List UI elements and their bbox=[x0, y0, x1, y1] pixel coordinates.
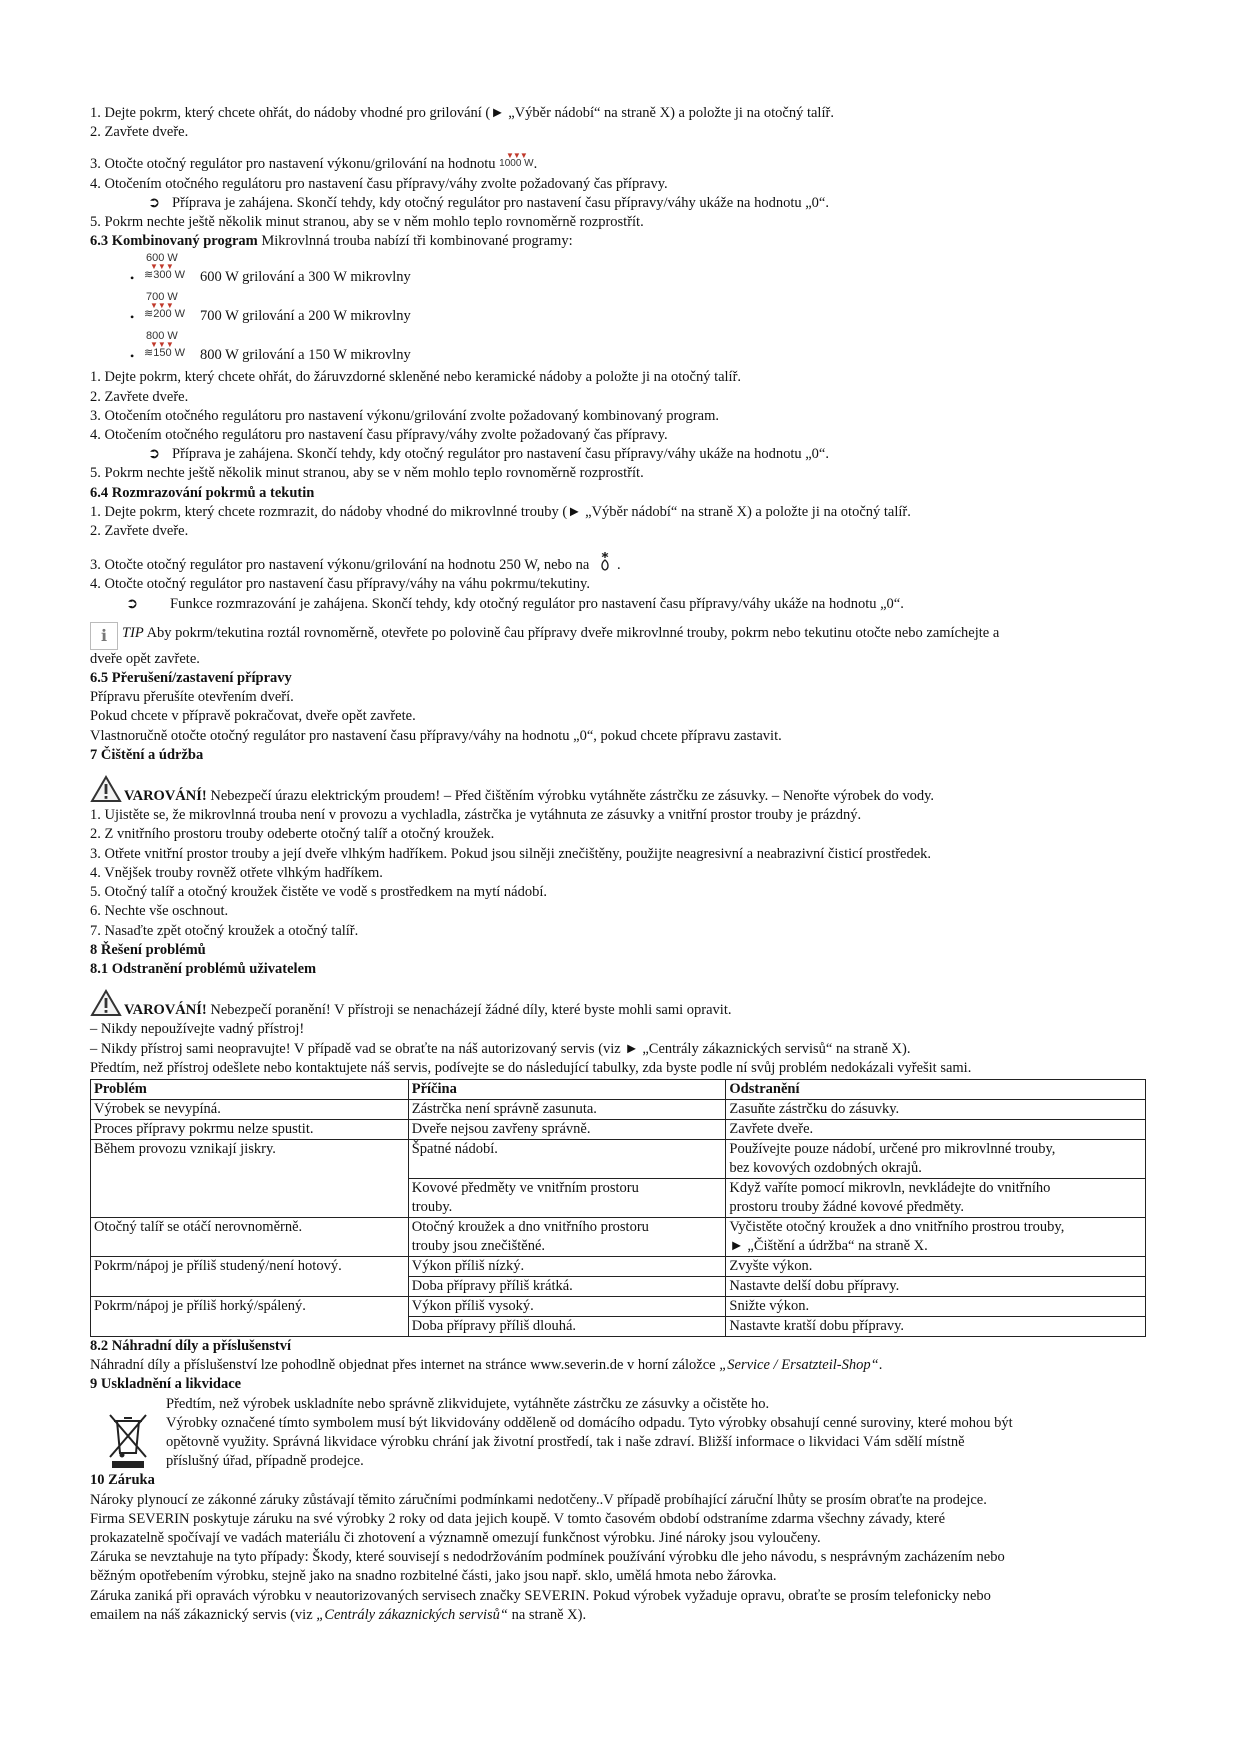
section-heading: 10 Záruka bbox=[90, 1472, 155, 1489]
table-cell: Otočný kroužek a dno vnitřního prostoru trouby jsou znečištěné. bbox=[408, 1217, 726, 1256]
grill-symbol: ▼▼▼ bbox=[150, 262, 174, 272]
paragraph: Záruka zaniká při opravách výrobku v neautorizovaných servisech značky SEVERIN. Pokud výrobek vyžaduje opravu, obraťte se prosím telefonicky nebo bbox=[90, 1587, 991, 1604]
table-cell: Dveře nejsou zavřeny správně. bbox=[408, 1119, 726, 1139]
crossed-out-wheelie-bin-icon bbox=[108, 1413, 148, 1469]
list-item: 5. Otočný talíř a otočný kroužek čistěte ve vodě s prostředkem na mytí nádobí. bbox=[90, 884, 548, 901]
list-item bbox=[90, 329, 1152, 368]
table-cell: Zástrčka není správně zasunuta. bbox=[408, 1099, 726, 1119]
paragraph: Pokud chcete v přípravě pokračovat, dveře opět zavřete. bbox=[90, 708, 416, 725]
result-arrow-icon: ➲ bbox=[148, 446, 161, 463]
paragraph: – Nikdy přístroj sami neopravujte! V případě vad se obraťte na náš autorizovaný servis (viz ► „Centrály zákaznických servisů“ na straně X). bbox=[90, 1040, 911, 1057]
grill-symbol: ▼▼▼ bbox=[150, 340, 174, 350]
section-intro: Mikrovlnná trouba nabízí tři kombinované programy: bbox=[257, 233, 573, 250]
paragraph bbox=[90, 152, 1152, 174]
micro-power: ≋300 W bbox=[144, 269, 186, 282]
list-item bbox=[90, 251, 1152, 290]
combination-program-icon bbox=[144, 253, 200, 281]
paragraph: emailem na náš zákaznický servis (viz „Centrály zákaznických servisů“ na straně X). bbox=[90, 1606, 587, 1623]
tip-line bbox=[90, 622, 1152, 650]
bullet: • bbox=[130, 310, 135, 325]
shop-link-text: „Service / Ersatzteil-Shop“ bbox=[719, 1357, 879, 1374]
table-cell: Když vaříte pomocí mikrovln, nevkládejte do vnitřního prostoru trouby žádné kovové předměty. bbox=[726, 1178, 1146, 1217]
table-cell: Výkon příliš nízký. bbox=[408, 1256, 726, 1276]
list-item: 2. Z vnitřního prostoru trouby odeberte otočný talíř a otočný kroužek. bbox=[90, 826, 495, 843]
table-cell: Nastavte kratší dobu přípravy. bbox=[726, 1316, 1146, 1336]
troubleshooting-table bbox=[90, 1079, 1146, 1337]
paragraph: 4. Otočením otočného regulátoru pro nastavení času přípravy/váhy zvolte požadovaný čas přípravy. bbox=[90, 427, 668, 444]
table-row bbox=[91, 1139, 1146, 1178]
paragraph: 3. Otočením otočného regulátoru pro nastavení výkonu/grilování zvolte požadovaný kombinovaný program. bbox=[90, 407, 719, 424]
subsection-heading: 8.1 Odstranění problémů uživatelem bbox=[90, 960, 317, 977]
paragraph: 5. Pokrm nechte ještě několik minut stranou, aby se v něm mohlo teplo rovnoměrně rozprostřít. bbox=[90, 214, 644, 231]
column-header: Odstranění bbox=[726, 1079, 1146, 1099]
program-text: 700 W grilování a 200 W mikrovlny bbox=[200, 308, 411, 325]
warning-line bbox=[90, 989, 1152, 1020]
paragraph: běžným opotřebením výrobku, stejně jako na snadno rozbitelné části, jako jsou např. sklo, umělá hmota nebo žárovka. bbox=[90, 1568, 777, 1585]
table-row bbox=[91, 1119, 1146, 1139]
disposal-block bbox=[90, 1395, 1152, 1472]
column-header: Problém bbox=[91, 1079, 409, 1099]
subsection-heading: 8.2 Náhradní díly a příslušenství bbox=[90, 1337, 292, 1354]
table-cell: Pokrm/nápoj je příliš horký/spálený. bbox=[91, 1296, 409, 1336]
grill-symbol: ▼▼▼ bbox=[150, 301, 174, 311]
grill-power: 800 W bbox=[146, 330, 178, 343]
paragraph: Firma SEVERIN poskytuje záruku na své výrobky 2 roky od data jejich koupě. V tomto časovém období odstraníme zdarma všechny závady, které bbox=[90, 1510, 946, 1527]
paragraph: – Nikdy nepoužívejte vadný přístroj! bbox=[90, 1021, 305, 1038]
table-cell: Pokrm/nápoj je příliš studený/není hotový. bbox=[91, 1256, 409, 1296]
info-icon: ℹ bbox=[90, 622, 118, 650]
punct: . bbox=[533, 156, 538, 173]
result-arrow-icon: ➲ bbox=[126, 595, 139, 612]
paragraph: Náhradní díly a příslušenství lze pohodlně objednat přes internet na stránce www.severin.de v horní záložce „Service / Ersatzteil-Shop“. bbox=[90, 1357, 883, 1374]
paragraph: 1. Dejte pokrm, který chcete ohřát, do nádoby vhodné pro grilování (► „Výběr nádobí“ na straně X) a položte ji na otočný talíř. bbox=[90, 105, 834, 121]
warning-line bbox=[90, 775, 1152, 806]
table-cell: Zavřete dveře. bbox=[726, 1119, 1146, 1139]
paragraph: Nároky plynoucí ze zákonné záruky zůstávají těmito záručními podmínkami nedotčeny..V případě probíhající záruční lhůty se prosím obraťte na prodejce. bbox=[90, 1491, 987, 1508]
column-header: Příčina bbox=[408, 1079, 726, 1099]
step-text: 3. Otočte otočný regulátor pro nastavení výkonu/grilování na hodnotu 250 W, nebo na bbox=[90, 557, 590, 574]
paragraph: prokazatelně spočívají ve vadách materiálu či zhotovení a významně omezují funkčnost výrobku. Jiné nároky jsou vyloučeny. bbox=[90, 1529, 821, 1546]
paragraph bbox=[90, 551, 1152, 575]
table-cell: Otočný talíř se otáčí nerovnoměrně. bbox=[91, 1217, 409, 1256]
table-row bbox=[91, 1256, 1146, 1276]
paragraph: 4. Otočte otočný regulátor pro nastavení času přípravy/váhy na váhu pokrmu/tekutiny. bbox=[90, 576, 590, 593]
paragraph: Přípravu přerušíte otevřením dveří. bbox=[90, 689, 294, 706]
defrost-icon bbox=[597, 551, 613, 571]
paragraph: 2. Zavřete dveře. bbox=[90, 124, 189, 141]
step-text: 3. Otočte otočný regulátor pro nastavení výkonu/grilování na hodnotu bbox=[90, 156, 496, 173]
power-setting-icon: ▼▼▼ bbox=[505, 151, 527, 161]
grill-power: 700 W bbox=[146, 291, 178, 304]
table-cell: Výrobek se nevypíná. bbox=[91, 1099, 409, 1119]
paragraph: Předtím, než přístroj odešlete nebo kontaktujete náš servis, podívejte se do následující tabulky, zda byste podle ní svůj problém nedokázali vyřešit sami. bbox=[90, 1059, 972, 1076]
paragraph: příslušný úřad, případně prodejce. bbox=[166, 1453, 364, 1470]
document-page bbox=[90, 104, 1152, 1625]
result-line bbox=[90, 194, 1152, 213]
result-text: Příprava je zahájena. Skončí tehdy, kdy otočný regulátor pro nastavení času přípravy/váhy ukáže na hodnotu „0“. bbox=[172, 194, 829, 211]
program-text: 800 W grilování a 150 W mikrovlny bbox=[200, 347, 411, 364]
warning-label: VAROVÁNÍ! bbox=[124, 1002, 207, 1019]
section-heading: 6.3 Kombinovaný program bbox=[90, 233, 258, 250]
list-item: 1. Ujistěte se, že mikrovlnná trouba není v provozu a vychladla, zástrčka je vytáhnuta ze zásuvky a vnitřní prostor trouby je prázdný. bbox=[90, 807, 862, 824]
table-row bbox=[91, 1099, 1146, 1119]
section-heading: 8 Řešení problémů bbox=[90, 941, 206, 958]
table-cell: Proces přípravy pokrmu nelze spustit. bbox=[91, 1119, 409, 1139]
list-item: 3. Otřete vnitřní prostor trouby a její dveře vlhkým hadříkem. Pokud jsou silněji znečištěny, použijte neagresivní a neabrazivní čisticí prostředek. bbox=[90, 845, 932, 862]
section-heading: 6.4 Rozmrazování pokrmů a tekutin bbox=[90, 484, 315, 501]
bullet: • bbox=[130, 349, 135, 364]
table-cell: Používejte pouze nádobí, určené pro mikrovlnné trouby, bez kovových ozdobných okrajů. bbox=[726, 1139, 1146, 1178]
warning-label: VAROVÁNÍ! bbox=[124, 788, 207, 805]
section-heading: 7 Čištění a údržba bbox=[90, 746, 204, 763]
power-setting-icon bbox=[499, 152, 533, 169]
list-item: 4. Vnějšek trouby rovněž otřete vlhkým hadříkem. bbox=[90, 864, 383, 881]
bullet: • bbox=[130, 271, 135, 286]
paragraph: 4. Otočením otočného regulátoru pro nastavení času přípravy/váhy zvolte požadovaný čas přípravy. bbox=[90, 175, 668, 192]
table-header-row bbox=[91, 1079, 1146, 1099]
paragraph: 1. Dejte pokrm, který chcete rozmrazit, do nádoby vhodné do mikrovlnné trouby (► „Výběr nádobí“ na straně X) a položte ji na otočný talíř. bbox=[90, 503, 911, 520]
paragraph: opětovně využity. Správná likvidace výrobku chrání jak životní prostředí, tak i naše zdraví. Bližší informace o likvidaci Vám sdělí místně bbox=[166, 1433, 965, 1450]
punct: . bbox=[616, 557, 621, 574]
tip-text: Aby pokrm/tekutina roztál rovnoměrně, otevřete po polovině ĉau přípravy dveře mikrovlnné trouby, pokrm nebo tekutinu otočte nebo zamíchejte a bbox=[143, 624, 1000, 641]
paragraph: 1. Dejte pokrm, který chcete ohřát, do žáruvzdorné skleněné nebo keramické nádoby a položte ji na otočný talíř. bbox=[90, 369, 742, 386]
table-cell: Vyčistěte otočný kroužek a dno vnitřního prostrou trouby, ► „Čištění a údržba“ na straně X. bbox=[726, 1217, 1146, 1256]
section-heading: 9 Uskladnění a likvidace bbox=[90, 1376, 242, 1393]
table-row bbox=[91, 1217, 1146, 1256]
list-item: 7. Nasaďte zpět otočný kroužek a otočný talíř. bbox=[90, 922, 359, 939]
result-text: Příprava je zahájena. Skončí tehdy, kdy otočný regulátor pro nastavení času přípravy/váhy ukáže na hodnotu „0“. bbox=[172, 446, 829, 463]
warning-triangle-icon bbox=[90, 989, 122, 1017]
micro-power: ≋150 W bbox=[144, 347, 186, 360]
paragraph: Předtím, než výrobek uskladníte nebo správně zlikvidujete, vytáhněte zástrčku ze zásuvky a očistěte ho. bbox=[166, 1395, 770, 1412]
table-cell: Špatné nádobí. bbox=[408, 1139, 726, 1178]
table-cell: Zvyšte výkon. bbox=[726, 1256, 1146, 1276]
paragraph: dveře opět zavřete. bbox=[90, 650, 200, 667]
section-heading: 6.5 Přerušení/zastavení přípravy bbox=[90, 670, 292, 687]
warning-text: Nebezpečí poranění! V přístroji se nenacházejí žádné díly, které byste mohli sami opravit. bbox=[206, 1002, 732, 1019]
tip-label: TIP bbox=[122, 624, 144, 641]
table-row bbox=[91, 1296, 1146, 1316]
result-line bbox=[90, 445, 1152, 464]
paragraph: 2. Zavřete dveře. bbox=[90, 523, 189, 540]
combination-program-icon bbox=[144, 292, 200, 320]
paragraph: Výrobky označené tímto symbolem musí být likvidovány odděleně od domácího odpadu. Tyto výrobky obsahují cenné suroviny, které mohou být bbox=[166, 1414, 1013, 1431]
table-cell: Nastavte delší dobu přípravy. bbox=[726, 1276, 1146, 1296]
result-text: Funkce rozmrazování je zahájena. Skončí tehdy, kdy otočný regulátor pro nastavení času přípravy/váhy ukáže na hodnotu „0“. bbox=[170, 595, 904, 612]
table-cell: Výkon příliš vysoký. bbox=[408, 1296, 726, 1316]
table-cell: Zasuňte zástrčku do zásuvky. bbox=[726, 1099, 1146, 1119]
warning-triangle-icon bbox=[90, 775, 122, 803]
result-arrow-icon: ➲ bbox=[148, 194, 161, 211]
grill-power: 600 W bbox=[146, 252, 178, 265]
paragraph: 2. Zavřete dveře. bbox=[90, 388, 189, 405]
list-item bbox=[90, 290, 1152, 329]
paragraph: 5. Pokrm nechte ještě několik minut stranou, aby se v něm mohlo teplo rovnoměrně rozprostřít. bbox=[90, 465, 644, 482]
result-line bbox=[90, 595, 1152, 614]
paragraph: Vlastnoručně otočte otočný regulátor pro nastavení času přípravy/váhy na hodnotu „0“, pokud chcete přípravu zastavit. bbox=[90, 727, 782, 744]
list-item: 6. Nechte vše oschnout. bbox=[90, 903, 229, 920]
section-6-3 bbox=[90, 232, 1152, 251]
combination-program-icon bbox=[144, 331, 200, 359]
table-cell: Kovové předměty ve vnitřním prostoru trouby. bbox=[408, 1178, 726, 1217]
table-cell: Doba přípravy příliš krátká. bbox=[408, 1276, 726, 1296]
micro-power: ≋200 W bbox=[144, 308, 186, 321]
table-cell: Doba přípravy příliš dlouhá. bbox=[408, 1316, 726, 1336]
paragraph: Záruka se nevztahuje na tyto případy: Škody, které souvisejí s nedodržováním podmínek používání výrobku dle jeho návodu, s nesprávným zacházením nebo bbox=[90, 1549, 1005, 1566]
program-text: 600 W grilování a 300 W mikrovlny bbox=[200, 269, 411, 286]
warning-text: Nebezpečí úrazu elektrickým proudem! – Před čištěním výrobku vytáhněte zástrčku ze zásuvky. – Nenořte výrobek do vody. bbox=[206, 788, 935, 805]
table-cell: Snižte výkon. bbox=[726, 1296, 1146, 1316]
table-cell: Během provozu vznikají jiskry. bbox=[91, 1139, 409, 1217]
power-value: 1000 W bbox=[499, 158, 534, 170]
service-link-text: „Centrály zákaznických servisů“ bbox=[316, 1606, 508, 1623]
